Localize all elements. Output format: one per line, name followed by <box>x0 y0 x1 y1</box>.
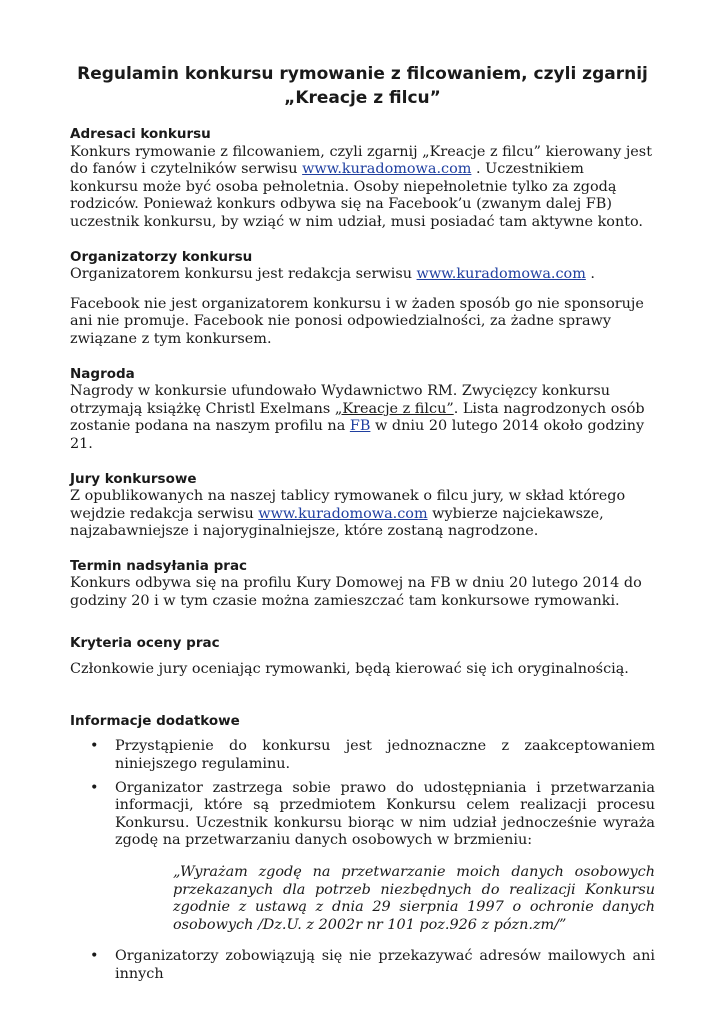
section-nagroda <box>70 366 655 454</box>
bullet-icon: • <box>90 948 99 965</box>
body-text: Nagrody w konkursie ufundowało Wydawnictwo RM. Zwycięzcy konkursu otrzymają książkę Christl Exelmans <box>70 383 610 417</box>
section-heading: Informacje dodatkowe <box>70 712 240 729</box>
section-heading: Jury konkursowe <box>70 470 197 487</box>
bullet-icon: • <box>90 738 99 755</box>
fb-link[interactable]: FB <box>349 418 371 435</box>
section-organizatorzy <box>70 249 655 349</box>
body-text: w dniu 20 lutego 2014 około godziny 21. <box>70 418 645 452</box>
section-body <box>70 144 655 232</box>
section-heading: Kryteria oceny prac <box>70 634 220 651</box>
body-text: wybierze najciekawsze, najzabawniejsze i najoryginalniejsze, które zostaną nagrodzone. <box>70 505 604 540</box>
body-text: . Uczestnikiem konkursu może być osoba pełnoletnia. Osoby niepełnoletnie tylko za zgodą rodziców. Ponieważ konkurs odbywa się na Facebook’u (zwanym dalej FB) uczestnik konkursu, by wziąć w nim udział, musi posiadać tam aktywne konto. <box>70 161 643 230</box>
body-text: Z opublikowanych na naszej tablicy rymowanek o filcu jury, w skład którego wejdzie redakcja serwisu <box>70 488 626 522</box>
website-link[interactable]: www.kuradomowa.com <box>302 161 472 178</box>
section-jury <box>70 471 655 541</box>
body-text: . Lista nagrodzonych osób zostanie podana na naszym profilu na <box>70 400 645 435</box>
body-text: Organizatorem konkursu jest redakcja serwisu <box>70 266 417 283</box>
bullet-icon: • <box>90 779 99 796</box>
section-body: Konkurs odbywa się na profilu Kury Domowej na FB w dniu 20 lutego 2014 do godziny 20 i w tym czasie można zamieszczać tam konkursowe rymowanki. <box>70 575 642 610</box>
list-item <box>70 738 655 773</box>
section-body <box>70 383 655 453</box>
consent-quote: „Wyrażam zgodę na przetwarzanie moich danych osobowych przekazanych dla potrzeb niezbędnych do realizacji Konkursu zgodnie z ustawą z dnia 29 sierpnia 1997 o ochronie danych osobowych /Dz.U. z 2002r nr 101 poz.926 z pózn.zm/” <box>173 864 655 933</box>
section-body <box>70 266 655 284</box>
book-title: „Kreacje z filcu” <box>334 400 454 417</box>
section-body <box>70 488 655 541</box>
spacer <box>70 284 655 296</box>
list-item <box>70 948 655 983</box>
section-adresaci <box>70 126 655 232</box>
section-heading: Adresaci konkursu <box>70 126 211 142</box>
website-link[interactable]: www.kuradomowa.com <box>258 505 428 522</box>
list-item-text: Przystąpienie do konkursu jest jednoznaczne z zaakceptowaniem niniejszego regulaminu. <box>115 738 655 773</box>
title-line-1: Regulamin konkursu rymowanie z filcowaniem, czyli zgarnij <box>77 64 648 84</box>
body-text: . <box>585 266 595 283</box>
body-text: Konkurs rymowanie z filcowaniem, czyli zgarnij „Kreacje z filcu” kierowany jest do fanów i czytelników serwisu <box>70 143 652 178</box>
website-link[interactable]: www.kuradomowa.com <box>416 266 586 283</box>
facebook-note: Facebook nie jest organizatorem konkursu i w żaden sposób go nie sponsoruje ani nie promuje. Facebook nie ponosi odpowiedzialności, za żadne sprawy związane z tym konkursem. <box>70 295 644 347</box>
section-heading: Nagroda <box>70 365 135 382</box>
section-termin <box>70 558 655 611</box>
list-item-text: Organizator zastrzega sobie prawo do udostępniania i przetwarzania informacji, które są przedmiotem Konkursu celem realizacji procesu Konkursu. Uczestnik konkursu biorąc w nim udział jednocześnie wyraża zgodę na przetwarzaniu danych osobowych w brzmieniu: <box>115 779 655 849</box>
section-kryteria <box>70 635 655 679</box>
section-heading: Termin nadsyłania prac <box>70 557 248 574</box>
section-informacje <box>70 713 655 984</box>
section-body: Członkowie jury oceniając rymowanki, będą kierować się ich oryginalnością. <box>70 661 629 678</box>
info-list <box>70 738 655 983</box>
list-item-text: Organizatorzy zobowiązują się nie przekazywać adresów mailowych ani innych <box>115 948 655 982</box>
section-heading: Organizatorzy konkursu <box>70 248 253 265</box>
list-item <box>70 780 655 935</box>
title-line-2: „Kreacje z filcu” <box>284 88 441 108</box>
page-title <box>70 62 655 110</box>
